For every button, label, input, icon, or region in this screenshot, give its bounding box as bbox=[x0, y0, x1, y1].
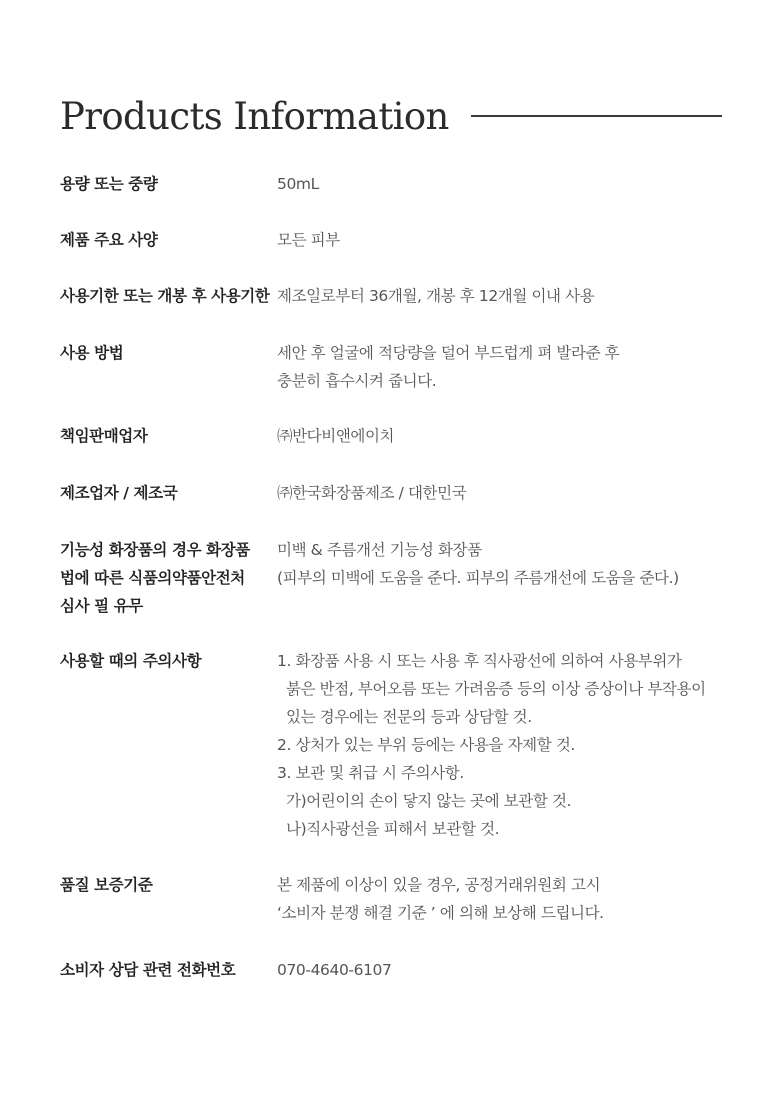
row-value-line: 1. 화장품 사용 시 또는 사용 후 직사광선에 의하여 사용부위가 bbox=[277, 652, 682, 670]
row-label-line: 법에 따른 식품의약품안전처 bbox=[60, 569, 245, 587]
row-label: 제조업자 / 제조국 bbox=[60, 484, 178, 502]
row-value bbox=[277, 339, 747, 395]
row-value-line: 미백 & 주름개선 기능성 화장품 bbox=[277, 541, 482, 559]
row-value-line: 3. 보관 및 취급 시 주의사항. bbox=[277, 764, 464, 782]
row-label: 사용 방법 bbox=[60, 344, 124, 362]
section-header bbox=[60, 88, 722, 144]
row-label-line: 기능성 화장품의 경우 화장품 bbox=[60, 541, 250, 559]
row-value-line: (피부의 미백에 도움을 준다. 피부의 주름개선에 도움을 준다.) bbox=[277, 569, 679, 587]
row-value bbox=[277, 422, 747, 450]
row-label: 제품 주요 사양 bbox=[60, 231, 158, 249]
row-label: 소비자 상담 관련 전화번호 bbox=[60, 961, 236, 979]
row-value-line: 충분히 흡수시켜 줍니다. bbox=[277, 372, 437, 390]
row-label: 사용할 때의 주의사항 bbox=[60, 652, 202, 670]
row-label: 사용기한 또는 개봉 후 사용기한 bbox=[60, 287, 270, 305]
row-value-line: ㈜반다비앤에이치 bbox=[277, 427, 395, 445]
row-value-line: ‘소비자 분쟁 해결 기준 ’ 에 의해 보상해 드립니다. bbox=[277, 904, 604, 922]
row-value bbox=[277, 282, 747, 310]
row-label-line: 심사 필 유무 bbox=[60, 597, 143, 615]
row-label: 용량 또는 중량 bbox=[60, 175, 158, 193]
row-value-line: 제조일로부터 36개월, 개봉 후 12개월 이내 사용 bbox=[277, 287, 595, 305]
row-value bbox=[277, 956, 747, 984]
row-value-line: 070-4640-6107 bbox=[277, 961, 392, 979]
row-value-line: 2. 상처가 있는 부위 등에는 사용을 자제할 것. bbox=[277, 736, 575, 754]
row-value bbox=[277, 226, 747, 254]
row-value bbox=[277, 170, 747, 198]
row-value-line: 나)직사광선을 피해서 보관할 것. bbox=[286, 820, 500, 838]
row-value-line: 가)어린이의 손이 닿지 않는 곳에 보관할 것. bbox=[286, 792, 572, 810]
page-title: Products Information bbox=[60, 94, 449, 138]
row-value-line: 50mL bbox=[277, 175, 319, 193]
row-value-line: 모든 피부 bbox=[277, 231, 340, 249]
row-value bbox=[277, 647, 747, 843]
row-value bbox=[277, 536, 747, 592]
row-value-line: 본 제품에 이상이 있을 경우, 공정거래위원회 고시 bbox=[277, 876, 601, 894]
row-value-line: 붉은 반점, 부어오름 또는 가려움증 등의 이상 증상이나 부작용이 bbox=[286, 680, 706, 698]
row-label bbox=[60, 536, 270, 620]
row-value-line: ㈜한국화장품제조 / 대한민국 bbox=[277, 484, 467, 502]
row-label: 책임판매업자 bbox=[60, 427, 148, 445]
row-value-line: 있는 경우에는 전문의 등과 상담할 것. bbox=[286, 708, 532, 726]
row-value bbox=[277, 479, 747, 507]
row-value-line: 세안 후 얼굴에 적당량을 덜어 부드럽게 펴 발라준 후 bbox=[277, 344, 620, 362]
title-divider bbox=[471, 115, 722, 117]
row-value bbox=[277, 871, 747, 927]
row-label: 품질 보증기준 bbox=[60, 876, 153, 894]
